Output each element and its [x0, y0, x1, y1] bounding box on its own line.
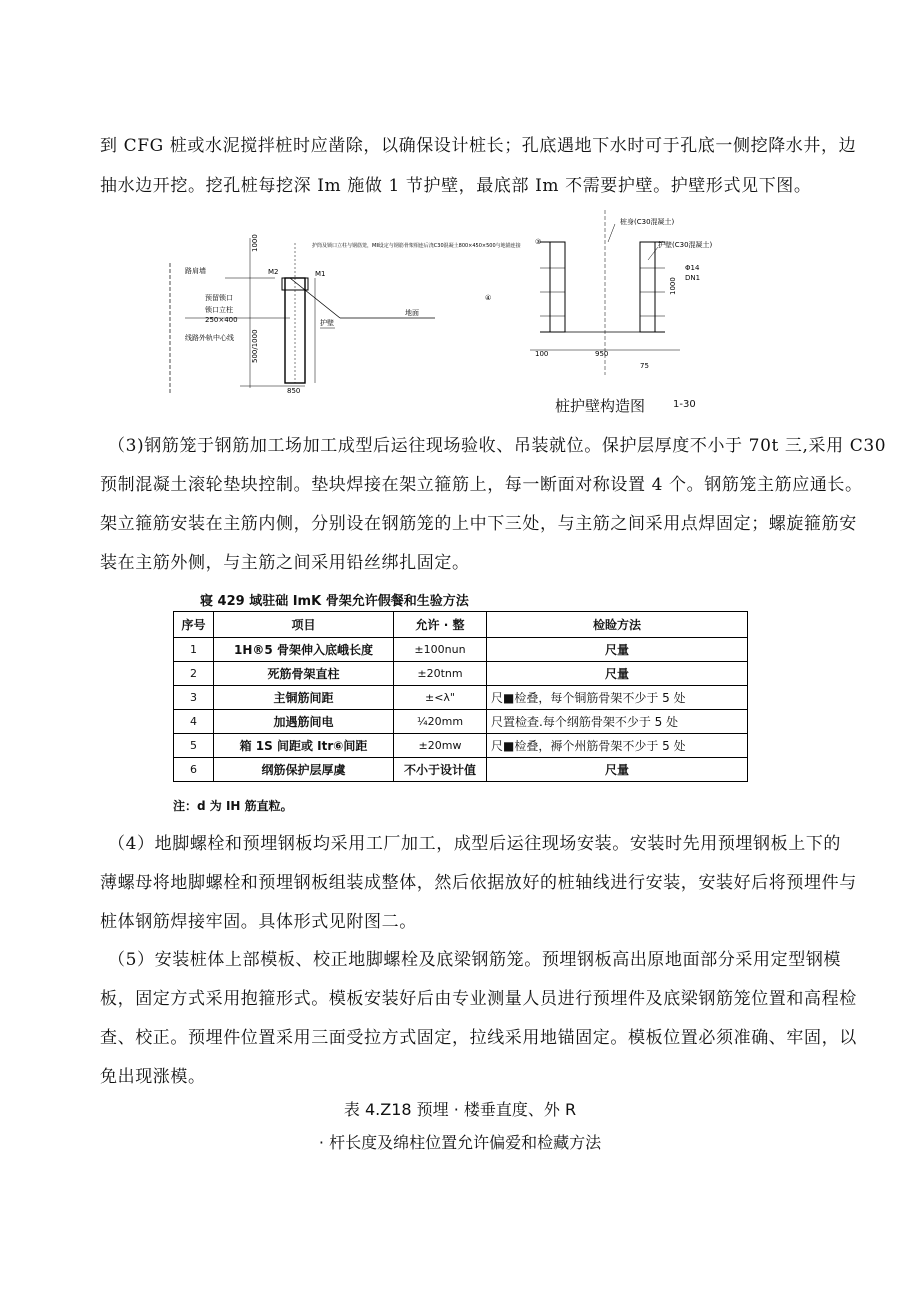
- pile-section-drawing: [165, 234, 521, 400]
- cell-method: 尺■检叠，褥个州筋骨架不少于 5 处: [487, 734, 748, 758]
- table-row: [174, 758, 748, 782]
- cell-method: 尺置检查.每个纲筋骨架不少于 5 处: [487, 710, 748, 734]
- paragraph-1-line-2: 抽水边开挖。挖孔桩每挖深 Im 施做 1 节护壁，最底部 Im 不需要护壁。护壁形式见下图。: [100, 176, 812, 196]
- rebar-cage-tolerance-table: [173, 611, 748, 782]
- label-circle-4: ④: [485, 294, 492, 302]
- label-m1: M1: [315, 270, 326, 278]
- table-header-row: [174, 612, 748, 638]
- table-row: [174, 662, 748, 686]
- label-rebar-phi14: Φ14: [685, 264, 700, 272]
- cell-tolerance: ±20tnm: [394, 662, 487, 686]
- label-dim-75: 75: [640, 362, 649, 370]
- table-2-title-line-2: · 杆长度及绵柱位置允许偏爱和检藏方法: [318, 1133, 602, 1152]
- figure-caption-number: 1-30: [673, 399, 696, 410]
- label-track-centerline: 线路外轨中心线: [185, 334, 234, 342]
- cell-no: 5: [174, 734, 214, 758]
- pile-wall-structure-drawing: [480, 210, 780, 384]
- label-dim-1000-right: 1000: [669, 277, 677, 295]
- cell-no: 4: [174, 710, 214, 734]
- paragraph-3-line-2: 预制混凝土滚轮垫块控制。垫块焊接在架立箍筋上，每一断面对称设置 4 个。钢筋笼主筋应通长。: [100, 475, 863, 495]
- paragraph-4-line-1: （4）地脚螺栓和预埋钢板均采用工厂加工，成型后运往现场安装。安装时先用预埋钢板上下的: [108, 834, 842, 854]
- label-post-size: 250×400: [205, 316, 238, 324]
- cell-item: 主铜筋间距: [214, 686, 394, 710]
- paragraph-3-line-3: 架立箍筋安装在主筋内侧，分别设在钢筋笼的上中下三处，与主筋之间采用点焊固定；螺旋箍筋安: [100, 514, 857, 534]
- paragraph-4-line-3: 桩体钢筋焊接牢固。具体形式见附图二。: [100, 912, 417, 932]
- cell-tolerance: ±20mw: [394, 734, 487, 758]
- table-row: [174, 638, 748, 662]
- cell-no: 6: [174, 758, 214, 782]
- cell-no: 2: [174, 662, 214, 686]
- paragraph-1-line-1: 到 CFG 桩或水泥搅拌桩时应凿除，以确保设计桩长；孔底遇地下水时可于孔底一侧挖降水井，边: [100, 136, 857, 156]
- cell-item: 死筋骨架直柱: [214, 662, 394, 686]
- figure-left-note: 护筒及锁口立柱与钢筋笼，MⅡ设定与钢筋骨架相连后浇C30混凝土800×450×500与地锚连接: [312, 243, 521, 249]
- cell-method: 尺量: [487, 758, 748, 782]
- cell-no: 1: [174, 638, 214, 662]
- header-no: 序号: [174, 612, 214, 638]
- cell-method: 尺量: [487, 638, 748, 662]
- cell-tolerance: ±100nun: [394, 638, 487, 662]
- header-method: 检睑方法: [487, 612, 748, 638]
- paragraph-5-line-3: 查、校正。预埋件位置采用三面受拉方式固定，拉线采用地锚固定。模板位置必须准确、牢固，以: [100, 1028, 857, 1048]
- label-dim-500-1000: 500/1000: [251, 329, 259, 363]
- label-road-wall: 路肩墙: [185, 267, 206, 275]
- paragraph-5-line-4: 免出现涨模。: [100, 1067, 206, 1087]
- label-retaining-wall: 护壁: [320, 319, 334, 327]
- cell-tolerance: ±<λ": [394, 686, 487, 710]
- header-tolerance: 允许 · 整: [394, 612, 487, 638]
- label-dim-950: 950: [595, 350, 609, 358]
- label-lock-collar: 预留锁口: [205, 294, 233, 302]
- cell-item: 1H®5 骨架伸入底峨长度: [214, 638, 394, 662]
- label-circle-3: ③: [535, 238, 542, 246]
- label-wall-concrete: 护壁(C30混凝土): [658, 241, 713, 249]
- figure-caption: 桩护壁构造图: [555, 397, 646, 415]
- cell-tolerance: 不小于设计值: [394, 758, 487, 782]
- table-row: [174, 686, 748, 710]
- paragraph-5-line-2: 板，固定方式采用抱箍形式。模板安装好后由专业测量人员进行预埋件及底梁钢筋笼位置和高程检: [100, 989, 857, 1009]
- table-row: [174, 710, 748, 734]
- label-m2: M2: [268, 268, 279, 276]
- label-pile-body: 桩身(C30混凝土): [620, 218, 675, 226]
- label-dim-850: 850: [287, 387, 301, 395]
- label-rebar-dn1: DN1: [685, 274, 701, 282]
- label-lock-post: 锁口立柱: [205, 306, 233, 314]
- header-item: 项目: [214, 612, 394, 638]
- paragraph-4-line-2: 薄螺母将地脚螺栓和预埋钢板组装成整体，然后依据放好的桩轴线进行安装，安装好后将预埋件与: [100, 873, 857, 893]
- label-dim-1000: 1000: [251, 234, 259, 252]
- table-note: 注：d 为 IH 筋直粒。: [173, 799, 293, 813]
- paragraph-3-line-4: 装在主筋外侧，与主筋之间采用铅丝绑扎固定。: [100, 553, 470, 573]
- cell-item: 纲筋保护层厚虞: [214, 758, 394, 782]
- cell-item: 箱 1S 间距或 Itr⑥间距: [214, 734, 394, 758]
- label-dim-100: 100: [535, 350, 549, 358]
- table-row: [174, 734, 748, 758]
- table-2-title-line-1: 表 4.Z18 预埋 · 楼垂直度、外 R: [343, 1100, 577, 1119]
- table-title: 寝 429 域驻础 ImK 骨架允许假餐和生验方法: [200, 594, 469, 609]
- cell-tolerance: ¼20mm: [394, 710, 487, 734]
- cell-method: 尺■检叠，每个铜筋骨架不少于 5 处: [487, 686, 748, 710]
- label-ground: 地面: [405, 309, 419, 317]
- cell-method: 尺量: [487, 662, 748, 686]
- paragraph-3-line-1: （3)钢筋笼于钢筋加工场加工成型后运往现场验收、吊装就位。保护层厚度不小于 70t 三,采用 C30: [108, 436, 887, 456]
- cell-item: 加遇筋间电: [214, 710, 394, 734]
- paragraph-5-line-1: （5）安装桩体上部模板、校正地脚螺栓及底梁钢筋笼。预埋钢板高出原地面部分采用定型钢模: [108, 950, 842, 970]
- cell-no: 3: [174, 686, 214, 710]
